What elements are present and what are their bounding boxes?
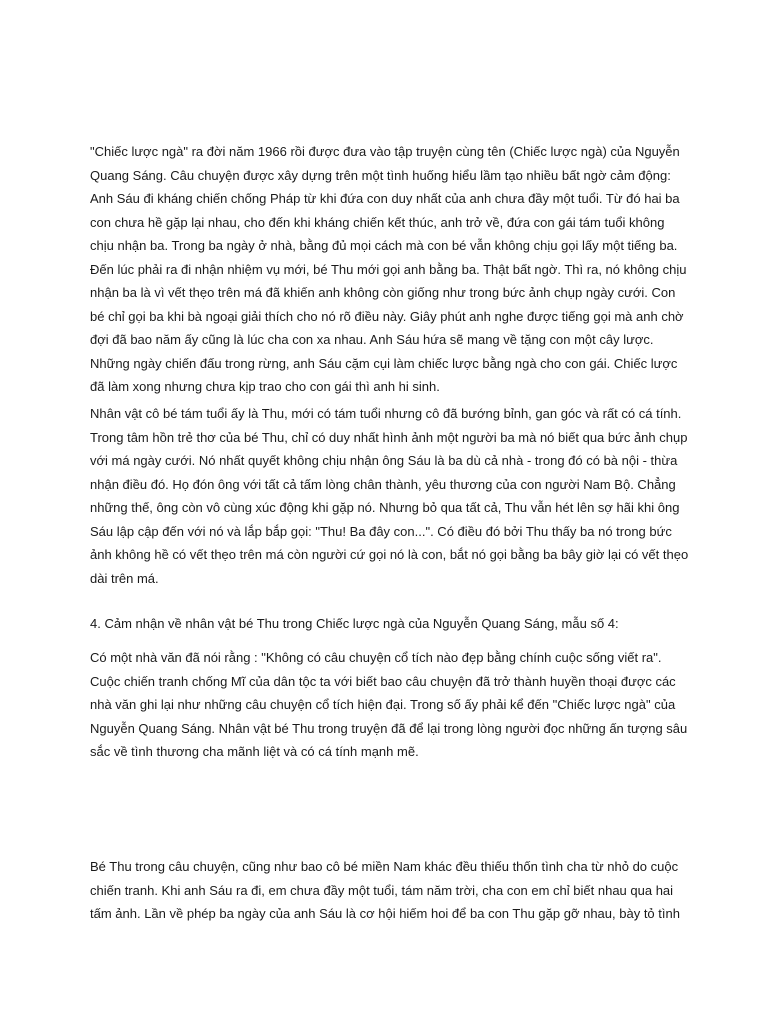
section-heading: 4. Cảm nhận về nhân vật bé Thu trong Chiếc lược ngà của Nguyễn Quang Sáng, mẫu số 4: — [90, 616, 619, 631]
paragraph-sample-4-intro: Có một nhà văn đã nói rằng : "Không có câu chuyện cổ tích nào đẹp bằng chính cuộc sống viết ra". Cuộc chiến tranh chống Mĩ của dân tộc ta với biết bao câu chuyện đã trở thành huyền thoại được các nhà văn ghi lại như những câu chuyện cổ tích hiện đại. Trong số ấy phải kể đến "Chiếc lược ngà" của Nguyễn Quang Sáng. Nhân vật bé Thu trong truyện đã để lại trong lòng người đọc những ấn tượng sâu sắc về tình thương cha mãnh liệt và có cá tính mạnh mẽ. — [90, 650, 688, 759]
paragraph-thu-childhood: Bé Thu trong câu chuyện, cũng như bao cô bé miền Nam khác đều thiếu thốn tình cha từ nhỏ do cuộc chiến tranh. Khi anh Sáu ra đi, em chưa đầy một tuổi, tám năm trời, cha con em chỉ biết nhau qua hai tấm ảnh. Lần về phép ba ngày của anh Sáu là cơ hội hiếm hoi để ba con Thu gặp gỡ nhau, bày tỏ tình — [90, 859, 680, 921]
paragraph-thu-character: Nhân vật cô bé tám tuổi ấy là Thu, mới có tám tuổi nhưng cô đã bướng bỉnh, gan góc và rất có cá tính. Trong tâm hồn trẻ thơ của bé Thu, chỉ có duy nhất hình ảnh một người ba mà nó biết qua bức ảnh chụp với má ngày cưới. Nó nhất quyết không chịu nhận ông Sáu là ba dù cả nhà - trong đó có bà nội - thừa nhận điều đó. Họ đón ông với tất cả tấm lòng chân thành, yêu thương của con người Nam Bộ. Chẳng những thế, ông còn vô cùng xúc động khi gặp nó. Nhưng bỏ qua tất cả, Thu vẫn hét lên sợ hãi khi ông Sáu lập cập đến với nó và lắp bắp gọi: "Thu! Ba đây con...". Có điều đó bởi Thu thấy ba nó trong bức ảnh không hề có vết thẹo trên má còn người cứ gọi nó là con, bắt nó gọi bằng ba bây giờ lại có vết thẹo dài trên má. — [90, 406, 689, 586]
paragraph-intro: "Chiếc lược ngà" ra đời năm 1966 rồi được đưa vào tập truyện cùng tên (Chiếc lược ngà) của Nguyễn Quang Sáng. Câu chuyện được xây dựng trên một tình huống hiểu lầm tạo nhiều bất ngờ cảm động: Anh Sáu đi kháng chiến chống Pháp từ khi đứa con duy nhất của anh chưa đầy một tuổi. Từ đó hai ba con chưa hề gặp lại nhau, cho đến khi kháng chiến kết thúc, anh trở về, đứa con gái tám tuổi không chịu nhận ba. Trong ba ngày ở nhà, bằng đủ mọi cách mà con bé vẫn không chịu gọi lấy một tiếng ba. Đến lúc phải ra đi nhận nhiệm vụ mới, bé Thu mới gọi anh bằng ba. Thật bất ngờ. Thì ra, nó không chịu nhận ba là vì vết thẹo trên má đã khiến anh không còn giống như trong bức ảnh chụp ngày cưới. Con bé chỉ gọi ba khi bà ngoại giải thích cho nó rõ điều này. Giây phút anh nghe được tiếng gọi mà anh chờ đợi đã bao năm ấy cũng là lúc cha con xa nhau. Anh Sáu hứa sẽ mang về tặng con một cây lược. Những ngày chiến đấu trong rừng, anh Sáu cặm cụi làm chiếc lược bằng ngà cho con gái. Chiếc lược đã làm xong nhưng chưa kịp trao cho con gái thì anh hi sinh. — [90, 144, 687, 394]
